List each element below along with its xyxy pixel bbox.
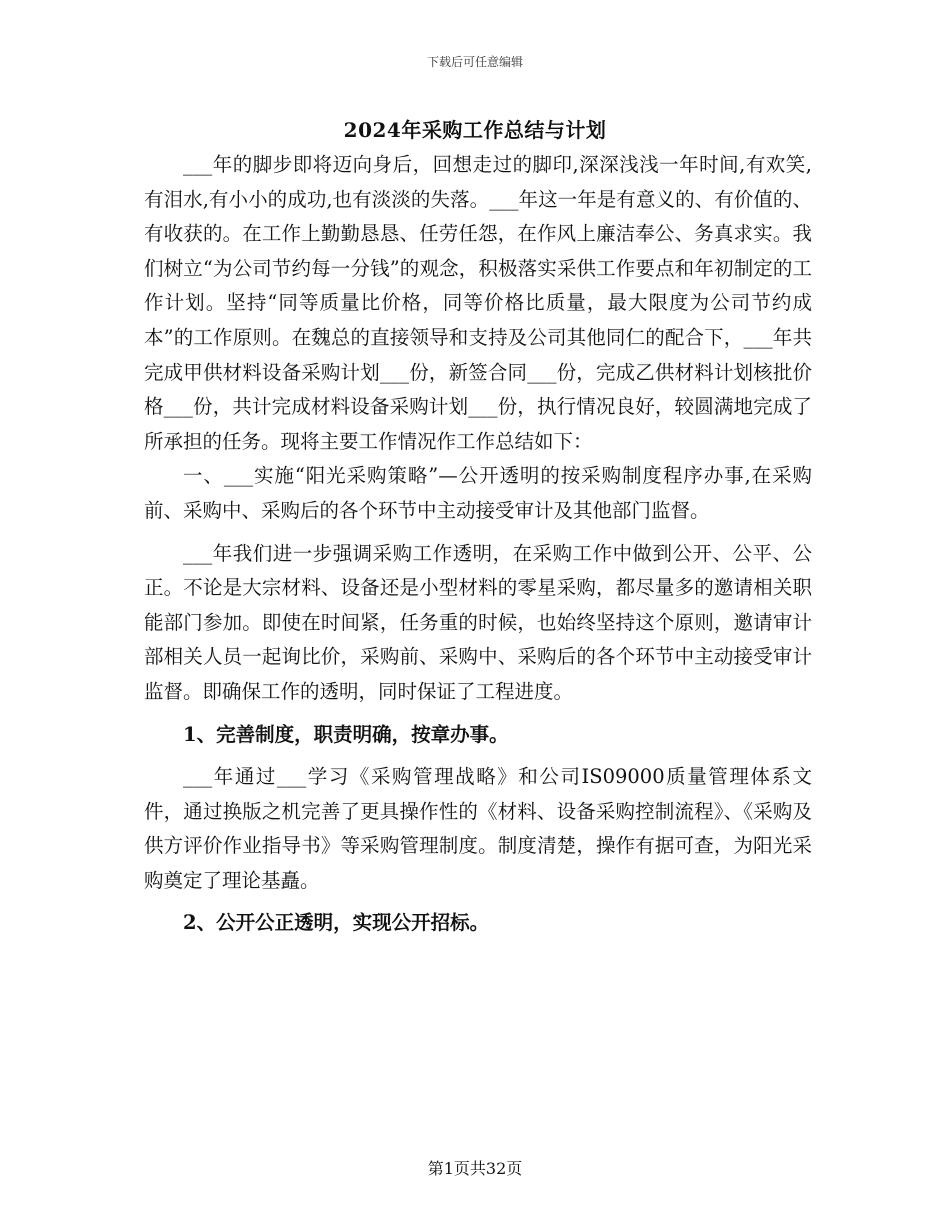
transparency-paragraph: ___年我们进一步强调采购工作透明，在采购工作中做到公开、公平、公正。不论是大宗材料、设备还是小型材料的零星采购，都尽量多的邀请相关职能部门参加。即使在时间紧，任务重的时候，也始终坚持这个原则，邀请审计部相关人员一起询比价，采购前、采购中、采购后的各个环节中主动接受审计监督。即确保工作的透明，同时保证了工程进度。: [144, 541, 812, 703]
system-paragraph: ___年通过___学习《采购管理战略》和公司IS09000质量管理体系文件，通过换版之机完善了更具操作性的《材料、设备采购控制流程》、《采购及供方评价作业指导书》等采购管理制度。制度清楚，操作有据可查，为阳光采购奠定了理论基矗。: [144, 765, 812, 892]
subheading-2: 2、公开公正透明，实现公开招标。: [183, 911, 490, 935]
intro-paragraph: ___年的脚步即将迈向身后，回想走过的脚印,深深浅浅一年时间,有欢笑,有泪水,有小小的成功,也有淡淡的失落。___年这一年是有意义的、有价值的、有收获的。在工作上勤勤恳恳、任劳任怨，在作风上廉洁奉公、务真求实。我们树立“为公司节约每一分钱”的观念，积极落实采供工作要点和年初制定的工作计划。坚持“同等质量比价格，同等价格比质量，最大限度为公司节约成本”的工作原则。在魏总的直接领导和支持及公司其他同仁的配合下，___年共完成甲供材料设备采购计划___份，新签合同___份，完成乙供材料计划核批价格___份，共计完成材料设备采购计划___份，执行情况良好，较圆满地完成了所承担的任务。现将主要工作情况作工作总结如下：: [144, 153, 812, 453]
page-number-footer: 第1页共32页: [427, 1159, 523, 1178]
page-header-note: 下载后可任意编辑: [426, 55, 523, 69]
document-body: [144, 148, 812, 949]
document-title: 2024年采购工作总结与计划: [343, 118, 607, 142]
subheading-1: 1、完善制度，职责明确，按章办事。: [183, 722, 509, 746]
section-one-paragraph: 一、___实施“阳光采购策略”—公开透明的按采购制度程序办事,在采购前、采购中、采购后的各个环节中主动接受审计及其他部门监督。: [144, 464, 812, 522]
